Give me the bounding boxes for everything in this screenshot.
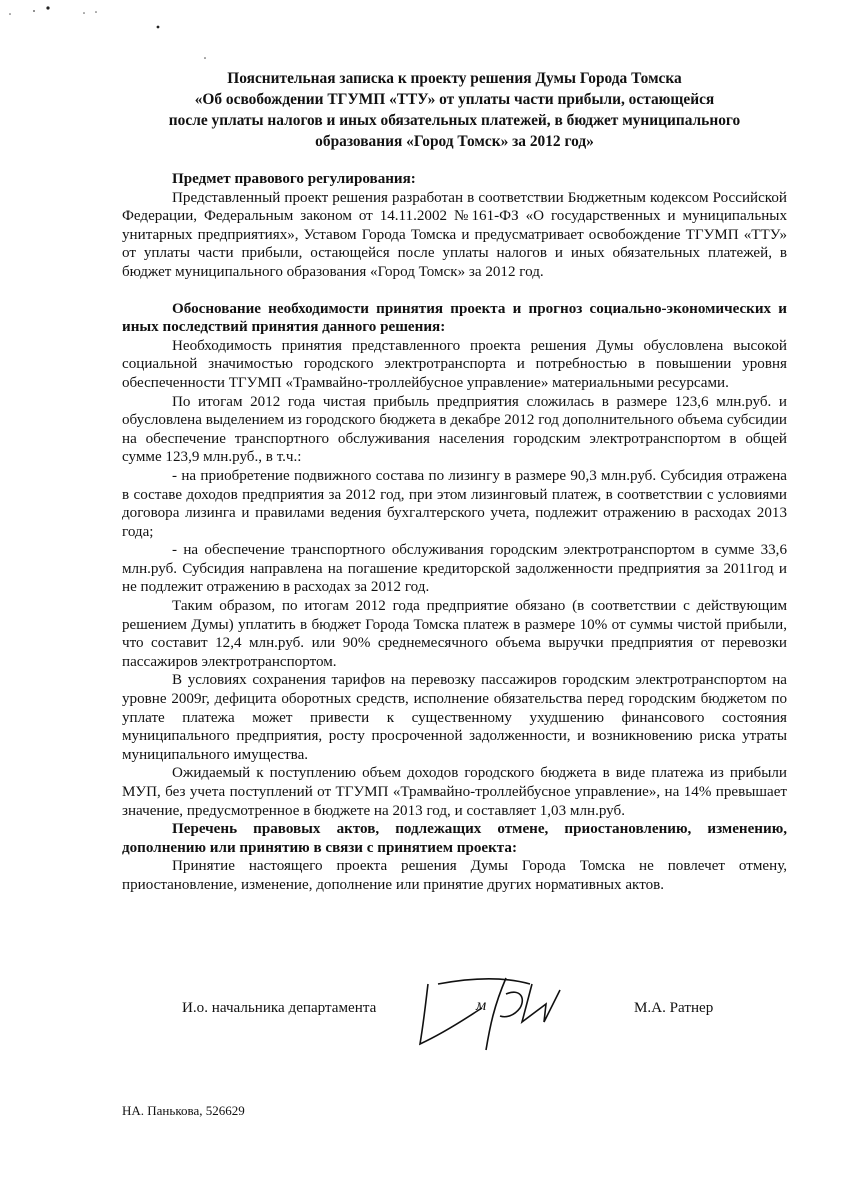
paragraph: В условиях сохранения тарифов на перевозку пассажиров городским электротранспортом на уровне 2009г, дефицита оборотных средств, исполнение обязательства перед городским бюджетом по уплате платежа может привести к существенному ухудшению финансового состояния муниципального предприятия, росту просроченной задолженности, и возникновению риска утраты муниципального имущества. — [122, 672, 787, 763]
section-heading: Обоснование необходимости принятия проекта и прогноз социально-экономических и иных последствий принятия данного решения: — [122, 300, 787, 336]
signature-initial: м — [476, 997, 487, 1014]
paragraph: Представленный проект решения разработан в соответствии Бюджетным кодексом Российской Федерации, Федеральным законом от 14.11.2002 №161-ФЗ «О государственных и муниципальных унитарных предприятиях», Уставом Города Томска и предусматривает освобождение ТГУМП «ТТУ» от уплаты части прибыли, остающейся после уплаты налогов и иных обязательных платежей, в бюджет муниципального образования «Город Томск» за 2012 год. — [122, 189, 787, 280]
document-title — [122, 68, 787, 152]
paragraph: Ожидаемый к поступлению объем доходов городского бюджета в виде платежа из прибыли МУП, без учета поступлений от ТГУМП «Трамвайно-троллейбусное управление», на 14% превышает значение, предусмотренное в бюджете на 2013 год, и составляет 1,03 млн.руб. — [122, 765, 787, 819]
title-line: после уплаты налогов и иных обязательных платежей, в бюджет муниципального — [168, 112, 741, 129]
title-line: «Об освобождении ТГУМП «ТТУ» от уплаты части прибыли, остающейся — [194, 91, 715, 108]
document-body — [122, 68, 787, 895]
section-legal-acts — [122, 820, 787, 894]
section-subject — [122, 170, 787, 282]
title-line: Пояснительная записка к проекту решения Думы Города Томска — [227, 70, 682, 87]
executor-contact: НА. Панькова, 526629 — [122, 1103, 245, 1118]
signature-block — [0, 992, 850, 1072]
title-line: образования «Город Томск» за 2012 год» — [315, 133, 594, 150]
paragraph: Таким образом, по итогам 2012 года предприятие обязано (в соответствии с действующим решением Думы) уплатить в бюджет Города Томска платеж в размере 10% от суммы чистой прибыли, что составит 12,4 млн.руб. или 90% среднемесячного объема выручки предприятия от перевозки пассажиров электротранспортом. — [122, 598, 787, 670]
signatory-position: И.о. начальника департамента — [182, 1000, 377, 1016]
section-justification — [122, 300, 787, 821]
section-heading: Предмет правового регулирования: — [172, 171, 416, 187]
paragraph: Принятие настоящего проекта решения Думы Города Томска не повлечет отмену, приостановление, изменение, дополнение или принятие других нормативных актов. — [122, 858, 787, 893]
paragraph: - на приобретение подвижного состава по лизингу в размере 90,3 млн.руб. Субсидия отражена в составе доходов предприятия за 2012 год, при этом лизинговый платеж, в соответствии с условиями договора лизинга и правилами ведения бухгалтерского учета, подлежит отражению в расходах 2013 года; — [122, 467, 787, 540]
paragraph: По итогам 2012 года чистая прибыль предприятия сложилась в размере 123,6 млн.руб. и обусловлена выделением из городского бюджета в декабре 2012 год дополнительного объема субсидии на обеспечение транспортного обслуживания населения городским электротранспортом в общей сумме 123,9 млн.руб., в т.ч.: — [122, 393, 787, 466]
paragraph: Необходимость принятия представленного проекта решения Думы обусловлена высокой социальной значимостью городского электротранспорта и потребностью в повышении уровня обеспеченности ТГУМП «Трамвайно-троллейбусное управление» материальными ресурсами. — [122, 337, 787, 391]
paragraph: - на обеспечение транспортного обслуживания городским электротранспортом в сумме 33,6 млн.руб. Субсидия направлена на погашение кредиторской задолженности предприятия за 2011год и не подлежит отражению в расходах за 2012 год. — [122, 542, 787, 596]
handwritten-signature — [410, 970, 580, 1052]
section-heading: Перечень правовых актов, подлежащих отмене, приостановлению, изменению, дополнению или принятию в связи с принятием проекта: — [122, 821, 787, 856]
signatory-name: М.А. Ратнер — [634, 1000, 714, 1016]
